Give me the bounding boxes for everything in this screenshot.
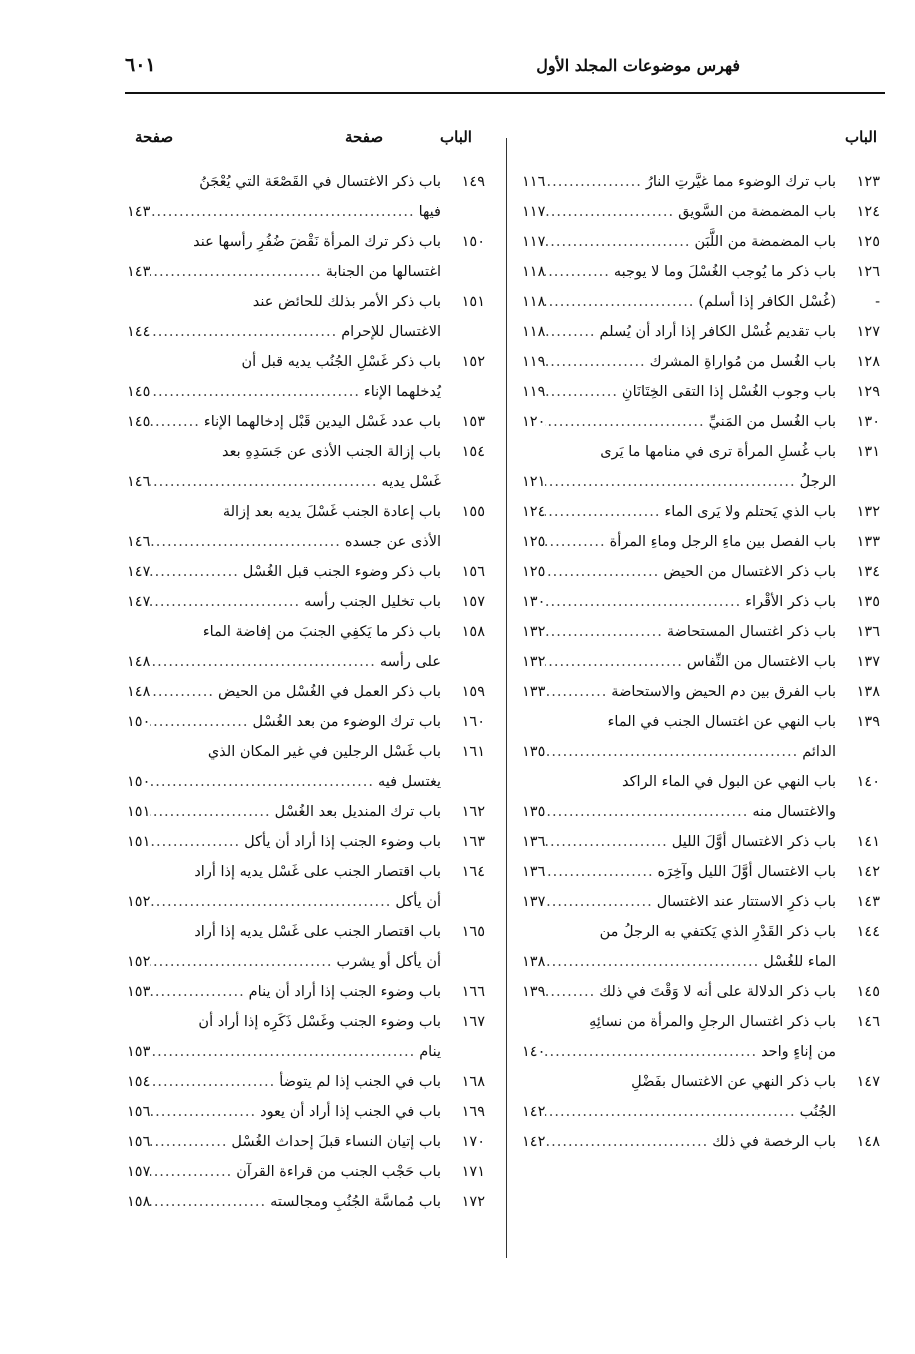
entry-title-line: باب إزالة الجنب الأذى عن جَسَدِهِ بعد [222,444,441,460]
leader-dots [545,467,799,497]
entry-number: ١٤٥ [856,984,880,1000]
entry-title-line: الأذى عن جسده [344,534,441,550]
toc-entry [522,167,880,197]
entry-page-number: ١١٩ [522,354,546,370]
entry-page-number: ١٢٥ [522,534,546,550]
entry-page-number: ١١٨ [522,264,546,280]
entry-number: ١٧١ [461,1164,485,1180]
toc-entry [127,497,485,557]
entry-number: ١٧٢ [461,1194,485,1210]
entry-title-line: باب النهي عن اغتسال الجنب في الماء [607,714,836,730]
toc-entry [522,527,880,557]
leader-dots [150,557,242,587]
leader-dots [545,1127,712,1157]
entry-number: ١٤١ [856,834,880,850]
entry-number: ١٦٤ [461,864,485,880]
leader-dots [150,527,345,557]
entry-number: ١٦٠ [461,714,485,730]
entry-page-number: ١٤٠ [522,1044,546,1060]
entry-number: ١٣٦ [856,624,880,640]
toc-entry [522,257,880,287]
toc-entry [522,767,880,827]
entry-page-number: ١٥٧ [127,1164,151,1180]
entry-title-line: اغتسالها من الجنابة [325,264,441,280]
entry-page-number: ١٤٤ [127,324,151,340]
toc-entry [522,317,880,347]
toc-entry [127,287,485,347]
toc-entry [127,1187,485,1217]
toc-entry [127,227,485,287]
entry-page-number: ١٥٣ [127,1044,151,1060]
entry-page-number: ١٥١ [127,804,151,820]
leader-dots [545,287,698,317]
entry-title-line: الماء للغُسْل [763,954,836,970]
leader-dots [545,377,622,407]
toc-entry [522,977,880,1007]
entry-title-line: الجُنُب [799,1104,836,1120]
entry-title-line: باب ذكر اغتسال المستحاضة [666,624,836,640]
entry-title-line: الاغتسال للإحرام [341,324,441,340]
entry-number: ١٣٠ [856,414,880,430]
toc-entry [522,407,880,437]
page-header [125,52,890,92]
entry-page-number: ١٥٠ [127,714,151,730]
entry-title-line: باب حَجْب الجنب من قراءة القرآن [236,1164,441,1180]
entry-page-number: ١٤٧ [127,594,151,610]
right-column-bab-heading: الباب [845,128,877,146]
toc-entry [522,1127,880,1157]
entry-title-line: باب الفصل بين ماءِ الرجل وماءِ المرأة [609,534,836,550]
entry-title-line: باب ذكر ترك المرأة نَقْضَ ضُفُرِ رأسها عند [193,234,441,250]
entry-number: ١٢٧ [856,324,880,340]
entry-number: ١٦٢ [461,804,485,820]
entry-number: ١٣٤ [856,564,880,580]
entry-page-number: ١٢٠ [522,414,546,430]
entry-page-number: ١٤٨ [127,684,151,700]
entry-number: ١٥٢ [461,354,485,370]
entry-page-number: ١٣٢ [522,624,546,640]
entry-number: ١٦١ [461,744,485,760]
entry-number: ١٢٨ [856,354,880,370]
leader-dots [545,347,649,377]
entry-page-number: ١٤٢ [522,1104,546,1120]
entry-title-line: باب وضوء الجنب إذا أراد أن ينام [248,984,441,1000]
toc-entry [127,587,485,617]
entry-title-line: على رأسه [379,654,441,670]
entry-title-line: باب غُسلِ المرأة ترى في منامها ما يَرى [600,444,836,460]
entry-number: ١٦٥ [461,924,485,940]
entry-page-number: ١٤٦ [127,474,151,490]
leader-dots [545,497,664,527]
entry-page-number: ١٣٩ [522,984,546,1000]
toc-entry [127,437,485,497]
entry-page-number: ١٥٦ [127,1104,151,1120]
toc-entry [127,407,485,437]
entry-title-line: باب الذي يَحتلم ولا يَرى الماء [664,504,836,520]
entry-title-line: باب اقتصار الجنب على غَسْل يديه إذا أراد [194,924,441,940]
leader-dots [545,647,686,677]
entry-title-line: باب تخليل الجنب رأسه [304,594,441,610]
leader-dots [545,557,663,587]
toc-entry [522,917,880,977]
entry-number: ١٧٠ [461,1134,485,1150]
toc-entry [127,1067,485,1097]
entry-title-line: باب ذكر الاغتسال في القَصْعَة التي يُعْجَنُ [199,174,441,190]
entry-page-number: ١٥٤ [127,1074,151,1090]
entry-page-number: ١٥١ [127,834,151,850]
entry-title-line: باب إعادة الجنب غَسْلَ يديه بعد إزالة [222,504,441,520]
leader-dots [150,1067,279,1097]
entry-title-line: باب تقديم غُسْل الكافر إذا أراد أن يُسلم [599,324,836,340]
entry-title-line: باب ذكر النهي عن الاغتسال بفَضْلِ [631,1074,836,1090]
toc-entry [522,587,880,617]
entry-title-line: باب وجوب الغُسْل إذا التقى الخِتَانَانِ [621,384,836,400]
toc-entry [522,707,880,767]
leader-dots [150,257,325,287]
entry-page-number: ١٣٥ [522,804,546,820]
leader-dots [545,617,666,647]
entry-title-line: باب ذكر ما يُوجب الغُسْلَ وما لا يوجبه [613,264,836,280]
leader-dots [545,227,694,257]
entry-number: ١٤٠ [856,774,880,790]
entry-title-line: باب غَسْل الرجلين في غير المكان الذي [207,744,441,760]
leader-dots [150,407,204,437]
toc-entry [522,347,880,377]
entry-page-number: ١٤٥ [127,414,151,430]
entry-title-line: باب ذكر اغتسال الرجلِ والمرأة من نسائِهِ [589,1014,836,1030]
entry-number: ١٤٨ [856,1134,880,1150]
left-column-bab-heading: الباب [440,128,472,146]
toc-entry [127,347,485,407]
entry-number: ١٥٤ [461,444,485,460]
entry-number: ١٢٦ [856,264,880,280]
entry-page-number: ١٣٨ [522,954,546,970]
leader-dots [150,797,274,827]
entry-title-line: باب عدد غَسْل اليدين قَبْل إدخالهما الإناء [203,414,441,430]
entry-title-line: باب ذكر العمل في الغُسْل من الحيض [217,684,441,700]
entry-number: ١٣٣ [856,534,880,550]
entry-title-line: يُدخلهما الإناء [363,384,441,400]
entry-number: ١٤٤ [856,924,880,940]
entry-page-number: ١١٩ [522,384,546,400]
entry-title-line: باب ذكر الأقْراء [745,594,836,610]
entry-number: ١٤٢ [856,864,880,880]
toc-entry [522,887,880,917]
toc-entry [127,707,485,737]
toc-entry [522,677,880,707]
leader-dots [545,317,599,347]
leader-dots [545,527,609,557]
entry-number: ١٥٦ [461,564,485,580]
entry-number: ١٣٨ [856,684,880,700]
toc-entry [522,377,880,407]
entry-number: ١٦٩ [461,1104,485,1120]
entry-number: - [875,294,880,310]
toc-entry [127,1007,485,1067]
entry-title-line: باب ترك المنديل بعد الغُسْل [274,804,441,820]
entry-page-number: ١٢٤ [522,504,546,520]
entry-title-line: باب ذكر الأمر بذلك للحائض عند [252,294,441,310]
leader-dots [545,887,656,917]
entry-page-number: ١٢٥ [522,564,546,580]
leader-dots [545,677,611,707]
entry-number: ١٦٧ [461,1014,485,1030]
entry-title-line: الرجلُ [799,474,836,490]
entry-title-line: باب الغُسل من مُواراةِ المشرك [649,354,836,370]
entry-page-number: ١٤٣ [127,204,151,220]
entry-page-number: ١٥٢ [127,894,151,910]
entry-title-line: باب الغُسل من المَنيِّ [708,414,836,430]
entry-page-number: ١٣٧ [522,894,546,910]
entry-number: ١٦٨ [461,1074,485,1090]
column-divider [506,138,507,1258]
toc-entry [127,1127,485,1157]
entry-title-line: باب وضوء الجنب إذا أراد أن يأكل [244,834,441,850]
left-column-entries [127,167,485,1217]
toc-entry [127,827,485,857]
toc-entry [522,497,880,527]
entry-page-number: ١١٨ [522,324,546,340]
leader-dots [150,887,395,917]
leader-dots [150,647,380,677]
entry-page-number: ١٣٢ [522,654,546,670]
entry-title-line: باب ذكر القَدْرِ الذي يَكتفي به الرجلُ من [599,924,836,940]
leader-dots [150,1127,231,1157]
entry-page-number: ١٥٣ [127,984,151,1000]
entry-title-line: باب المضمضة من اللَّبَن [694,234,836,250]
entry-title-line: يغتسل فيه [377,774,441,790]
entry-title-line: باب المضمضة من السَّويق [678,204,836,220]
toc-entry [522,557,880,587]
entry-number: ١٥٩ [461,684,485,700]
leader-dots [545,827,671,857]
entry-page-number: ١٤٥ [127,384,151,400]
entry-number: ١٢٥ [856,234,880,250]
entry-title-line: الدائم [802,744,836,760]
entry-title-line: ينام [419,1044,441,1060]
leader-dots [545,1037,761,1067]
toc-entry [522,227,880,257]
entry-title-line: باب ذكر الدلالة على أنه لا وَقْتَ في ذلك [599,984,836,1000]
entry-number: ١٦٣ [461,834,485,850]
entry-page-number: ١٤٨ [127,654,151,670]
entry-title-line: باب ذكر الاغتسال أوَّلَ الليل [671,834,836,850]
entry-number: ١٥٣ [461,414,485,430]
toc-entry [127,857,485,917]
entry-page-number: ١٣٦ [522,834,546,850]
entry-page-number: ١١٧ [522,204,546,220]
entry-title-line: باب مُماسَّة الجُنُبِ ومجالسته [270,1194,441,1210]
toc-entry [127,677,485,707]
leader-dots [545,197,678,227]
entry-title-line: فيها [418,204,441,220]
entry-number: ١٥٠ [461,234,485,250]
entry-number: ١٥٥ [461,504,485,520]
entry-page-number: ١٤٣ [127,264,151,280]
entry-title-line: باب ذكر ما يَكفِي الجنبَ من إفاضة الماء [202,624,441,640]
leader-dots [545,407,708,437]
toc-entry [522,1007,880,1067]
toc-entry [522,287,880,317]
entry-title-line: باب وضوء الجنب وغَسْل ذَكَرِه إذا أراد أن [198,1014,441,1030]
entry-page-number: ١٤٦ [127,534,151,550]
toc-entry [522,437,880,497]
leader-dots [150,1097,260,1127]
entry-title-line: (غُسْل الكافر إذا أسلم) [698,294,836,310]
entry-title-line: باب الاغتسال أوَّلَ الليل وآخِرَه [657,864,836,880]
entry-page-number: ١٤٧ [127,564,151,580]
entry-page-number: ١٥٠ [127,774,151,790]
leader-dots [150,317,341,347]
entry-page-number: ١٥٢ [127,954,151,970]
entry-page-number: ١١٨ [522,294,546,310]
entry-number: ١٣٧ [856,654,880,670]
entry-number: ١٤٣ [856,894,880,910]
entry-title-line: باب ذكرِ الاستتار عند الاغتسال [656,894,836,910]
toc-entry [127,917,485,977]
toc-entry [127,977,485,1007]
entry-number: ١٤٦ [856,1014,880,1030]
leader-dots [150,707,252,737]
leader-dots [150,947,336,977]
entry-page-number: ١٣٥ [522,744,546,760]
toc-entry [127,797,485,827]
header-rule [125,92,885,94]
entry-title-line: والاغتسال منه [752,804,836,820]
entry-title-line: باب في الجنب إذا لم يتوضأ [279,1074,441,1090]
toc-entry [127,737,485,797]
entry-number: ١٢٤ [856,204,880,220]
entry-page-number: ١٣٣ [522,684,546,700]
entry-page-number: ١١٧ [522,234,546,250]
leader-dots [150,197,418,227]
entry-title-line: من إناءٍ واحد [761,1044,836,1060]
entry-number: ١٥١ [461,294,485,310]
toc-entry [522,1067,880,1127]
entry-number: ١٦٦ [461,984,485,1000]
toc-entry [522,617,880,647]
entry-title-line: أن يأكل أو يشرب [336,954,441,970]
leader-dots [545,257,614,287]
leader-dots [150,977,248,1007]
leader-dots [545,977,599,1007]
entry-page-number: ١٥٨ [127,1194,151,1210]
entry-page-number: ١٣٦ [522,864,546,880]
leader-dots [150,767,378,797]
entry-title-line: باب إتيان النساء قبلَ إحداث الغُسْل [231,1134,441,1150]
entry-number: ١٢٩ [856,384,880,400]
entry-number: ١٢٣ [856,174,880,190]
leader-dots [150,1187,270,1217]
running-title: فهرس موضوعات المجلد الأول [536,56,740,75]
leader-dots [545,167,646,197]
toc-entry [127,617,485,677]
toc-entry [127,557,485,587]
leader-dots [545,737,802,767]
entry-page-number: ١٥٦ [127,1134,151,1150]
entry-title-line: باب الاغتسال من النِّفاس [686,654,836,670]
leader-dots [545,857,657,887]
toc-entry [522,647,880,677]
toc-entry [127,1157,485,1187]
entry-title-line: باب ذكر وضوء الجنب قبل الغُسْل [242,564,441,580]
leader-dots [150,377,364,407]
leader-dots [150,677,218,707]
page-number: ٦٠١ [125,54,156,76]
entry-number: ١٤٩ [461,174,485,190]
toc-entry [522,197,880,227]
leader-dots [150,1157,236,1187]
entry-number: ١٣٥ [856,594,880,610]
entry-title-line: باب ذكر الاغتسال من الحيض [663,564,836,580]
leader-dots [545,587,745,617]
leader-dots [545,1097,799,1127]
right-column-page-heading: صفحة [345,128,384,146]
entry-title-line: أن يأكل [395,894,441,910]
leader-dots [150,467,381,497]
entry-title-line: باب ترك الوضوء مما غيَّرتِ النارُ [645,174,836,190]
entry-page-number: ١٢١ [522,474,546,490]
entry-page-number: ١٣٠ [522,594,546,610]
entry-title-line: باب الفرق بين دم الحيض والاستحاضة [611,684,836,700]
leader-dots [150,1037,419,1067]
entry-title-line: باب في الجنب إذا أراد أن يعود [260,1104,441,1120]
leader-dots [150,587,304,617]
toc-entry [522,857,880,887]
toc-entry [127,1097,485,1127]
entry-title-line: باب الرخصة في ذلك [712,1134,836,1150]
leader-dots [150,827,244,857]
entry-page-number: ١١٦ [522,174,546,190]
entry-title-line: غَسْل يديه [381,474,441,490]
entry-number: ١٣٩ [856,714,880,730]
leader-dots [545,947,763,977]
leader-dots [545,797,752,827]
entry-page-number: ١٤٢ [522,1134,546,1150]
toc-entry [127,167,485,227]
entry-number: ١٣١ [856,444,880,460]
entry-number: ١٥٨ [461,624,485,640]
right-column-entries [522,167,880,1157]
entry-title-line: باب ذكر غَسْلِ الجُنُب يديه قبل أن [241,354,441,370]
entry-number: ١٣٢ [856,504,880,520]
entry-title-line: باب ترك الوضوء من بعد الغُسْل [252,714,441,730]
entry-title-line: باب النهي عن البول في الماء الراكد [622,774,836,790]
left-column-page-heading: صفحة [135,128,174,146]
entry-number: ١٥٧ [461,594,485,610]
entry-number: ١٤٧ [856,1074,880,1090]
toc-entry [522,827,880,857]
entry-title-line: باب اقتصار الجنب على غَسْل يديه إذا أراد [194,864,441,880]
